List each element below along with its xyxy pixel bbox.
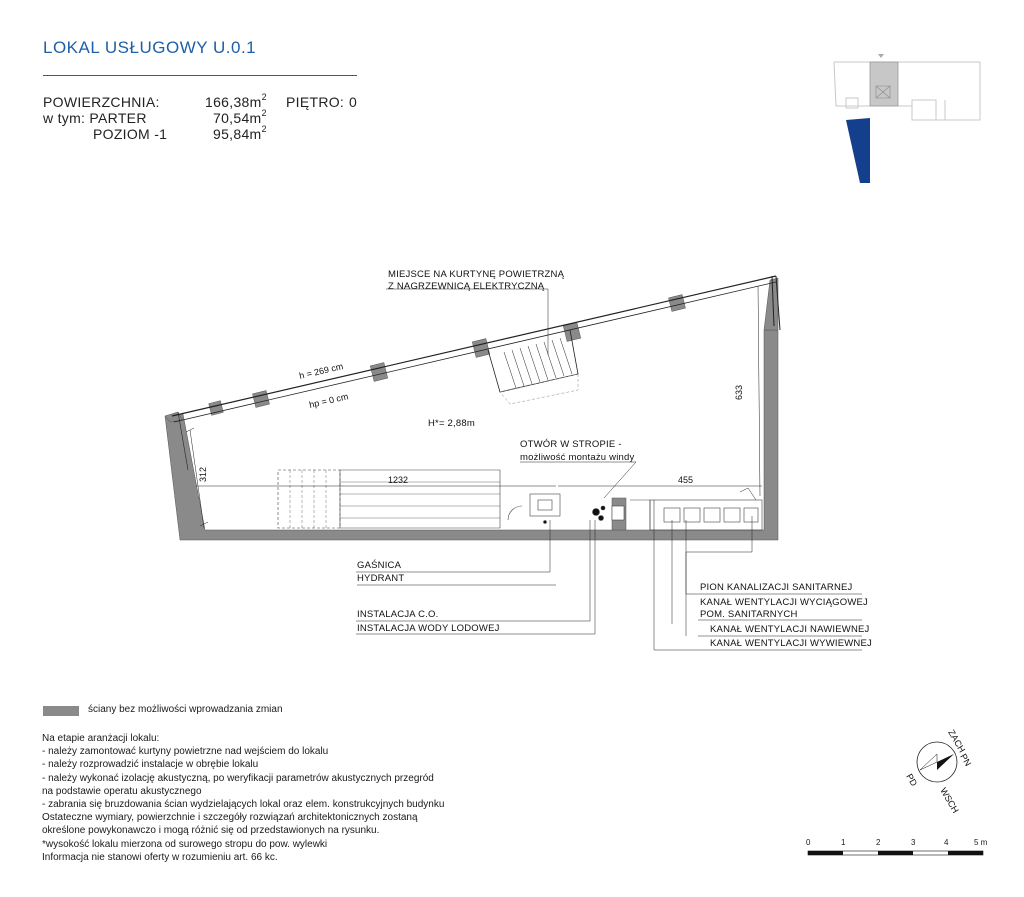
note-line: - zabrania się bruzdowania ścian wydzielających lokal oraz elem. konstrukcyjnych budynku [42,799,445,811]
compass [904,728,973,815]
note-line: - należy rozprowadzić instalacje w obrębie lokalu [42,759,259,771]
note-line: określone powykonawczo i mogą różnić się od przedstawionych na rysunku. [42,825,380,837]
dim-633: 633 [734,384,744,400]
area-label: POWIERZCHNIA: [43,94,160,110]
scale-bar [808,851,983,855]
gasnica-label: GAŚNICA [357,560,402,571]
notes-block [42,732,444,864]
opening-label-1: OTWÓR W STROPIE - [520,439,622,450]
hp-label: hp = 0 cm [308,391,350,410]
h-label: h = 269 cm [298,361,345,381]
leader-lines [356,289,862,650]
wall-legend-text: ściany bez możliwości wprowadzania zmian [88,704,283,715]
note-line: Ostateczne wymiary, powierzchnie i szczegóły rozwiązań architektonicznych zostaną [42,812,418,824]
note-line: Informacja nie stanowi oferty w rozumieniu art. 66 kc. [42,851,278,863]
page-title: LOKAL USŁUGOWY U.0.1 [43,38,257,57]
ground-label: w tym: PARTER [43,110,147,126]
compass-east: WSCH [938,786,961,815]
scale-label-0: 0 [806,838,811,847]
note-line: *wysokość lokalu mierzona od surowego stropu do pow. wylewki [42,838,328,850]
curtain-label-1: MIEJSCE NA KURTYNĘ POWIETRZNĄ [388,269,565,280]
basement-value: $95,84m^2$ [213,124,267,142]
ground-value: $70,54m^2$ [213,108,267,126]
compass-north: PN [958,752,974,768]
scale-label-2: 2 [876,838,881,847]
wall-legend-swatch [43,706,79,716]
nawiew-label: KANAŁ WENTYLACJI NAWIEWNEJ [710,624,870,635]
note-line: - należy wykonać izolację akustyczną, po weryfikacji parametrów akustycznych przegród [42,772,434,784]
opening-label-2: możliwość montażu windy [520,452,635,463]
compass-west: ZACH [946,728,968,755]
basement-label: POZIOM -1 [93,126,168,142]
scale-label-4: 4 [944,838,949,847]
area-value: $166,38m^2$ [205,92,267,110]
scale-label-3: 3 [911,838,916,847]
note-line: Na etapie aranżacji lokalu: [42,733,160,744]
height-label: H*= 2,88m [428,418,475,429]
went-label-2: POM. SANITARNYCH [700,609,798,620]
floor-value: 0 [349,94,358,110]
dim-312: 312 [198,466,208,482]
scale-label-5: 5 m [974,838,988,847]
key-plan [834,54,980,183]
facade-glazing [172,276,780,470]
curtain-label-2: Z NAGRZEWNICĄ ELEKTRYCZNĄ [388,281,545,292]
pion-label: PION KANALIZACJI SANITARNEJ [700,582,853,593]
hydrant-label: HYDRANT [357,573,405,584]
note-line: - należy zamontować kurtyny powietrzne nad wejściem do lokalu [42,746,329,758]
went-label-1: KANAŁ WENTYLACJI WYCIĄGOWEJ [700,597,868,608]
scale-label-1: 1 [841,838,846,847]
dimension-lines [186,286,762,528]
entrance-bay [488,330,578,404]
technical-shafts [508,494,762,530]
dim-1232: 1232 [388,475,409,485]
floor-label: PIĘTRO: [286,94,345,110]
walls [165,278,778,540]
co-label: INSTALACJA C.O. [357,609,439,620]
dim-455: 455 [678,475,694,485]
wywiew-label: KANAŁ WENTYLACJI WYWIEWNEJ [710,638,872,649]
note-line: na podstawie operatu akustycznego [42,785,202,797]
water-label: INSTALACJA WODY LODOWEJ [357,623,500,634]
compass-south: PD [904,772,920,788]
